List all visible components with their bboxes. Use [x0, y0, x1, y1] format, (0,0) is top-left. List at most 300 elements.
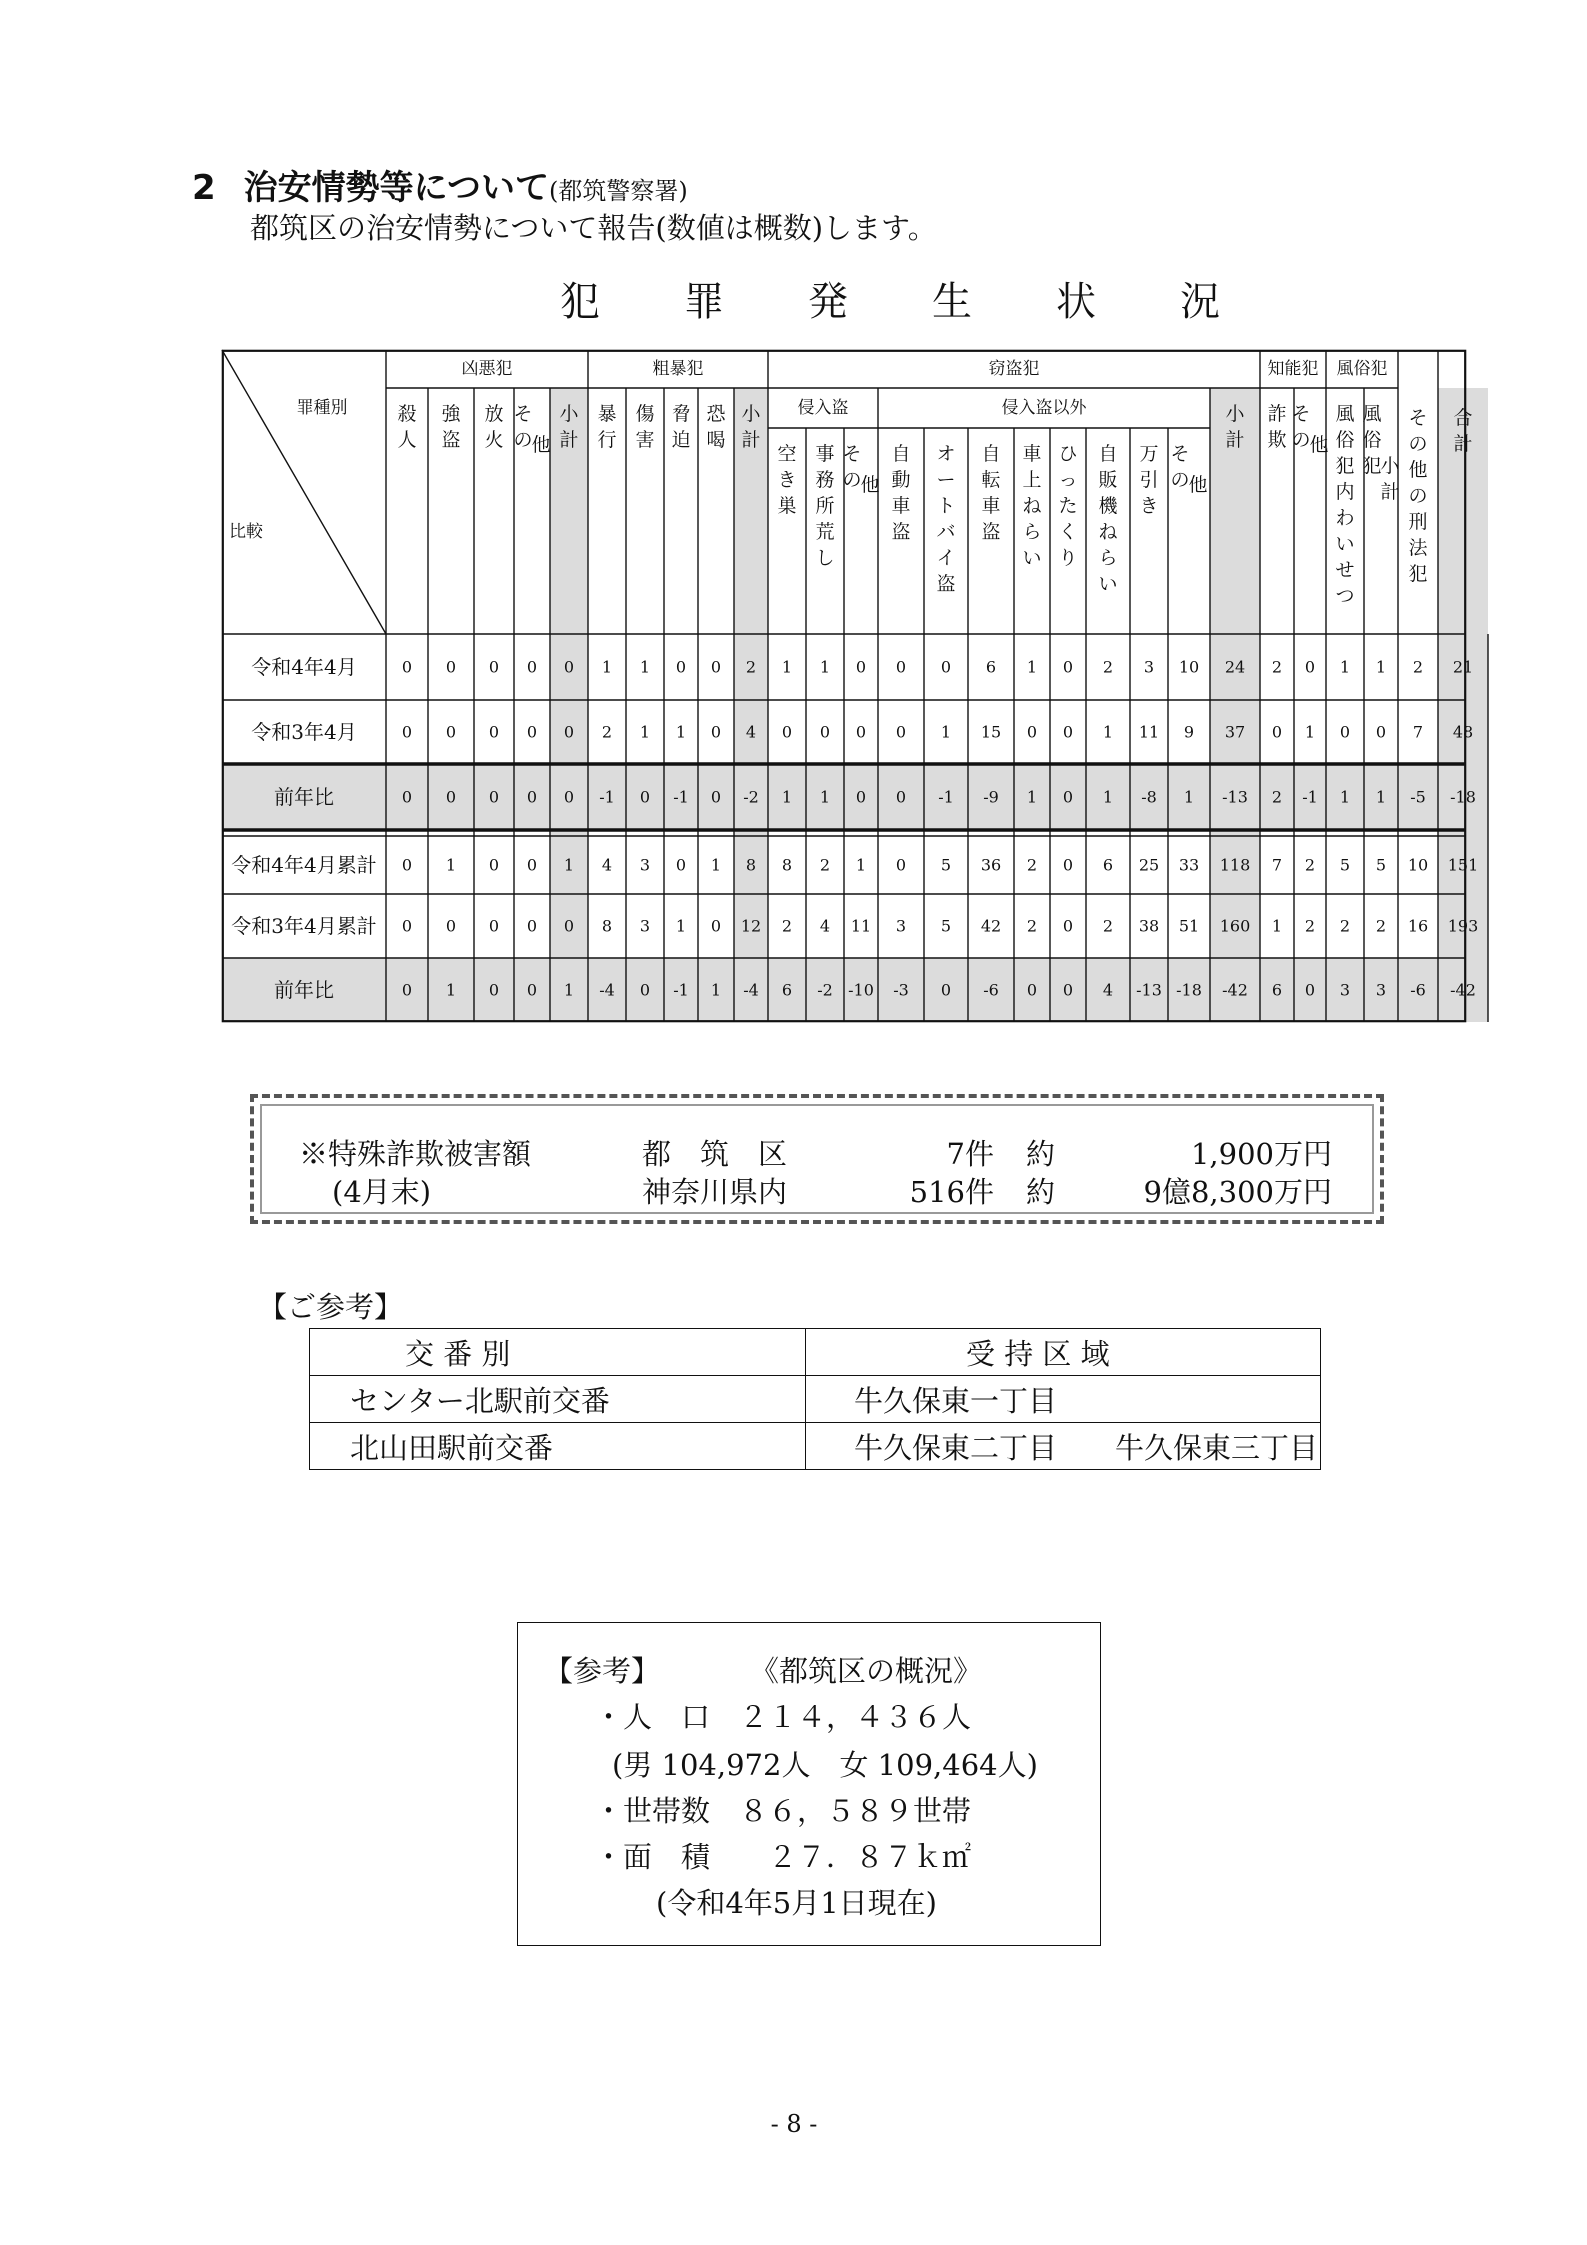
column-header: 計 — [1225, 429, 1245, 451]
fraud-count: 7件 — [946, 1137, 994, 1171]
cell-value: 1 — [710, 855, 722, 875]
fraud-approx: 約 — [1026, 1175, 1056, 1209]
column-header: 風 — [1335, 403, 1355, 425]
cell-value: 0 — [940, 980, 952, 1000]
cell-value: -5 — [1410, 787, 1426, 807]
cell-value: 0 — [1271, 722, 1283, 742]
cell-value: 193 — [1447, 916, 1479, 936]
column-header: 強 — [441, 403, 461, 425]
column-header: 車 — [981, 495, 1001, 517]
column-header: せ — [1335, 559, 1355, 581]
fraud-area: 神奈川県内 — [642, 1175, 788, 1209]
column-header: ら — [1022, 521, 1042, 543]
column-header: っ — [1058, 469, 1078, 491]
cell-value: -3 — [893, 980, 909, 1000]
cell-value: 0 — [401, 855, 413, 875]
cell-value: 48 — [1452, 722, 1474, 742]
column-header: 小 — [1380, 455, 1400, 477]
cell-value: 1 — [1375, 787, 1387, 807]
column-header: ー — [936, 469, 956, 491]
cell-value: 8 — [745, 855, 757, 875]
fraud-count: 516件 — [909, 1175, 994, 1209]
cell-value: 11 — [850, 916, 872, 936]
cell-value: -18 — [1450, 787, 1476, 807]
fraud-approx: 約 — [1026, 1137, 1056, 1171]
overview-as-of: (令和4年5月1日現在) — [656, 1886, 937, 1920]
cell-value: 1 — [1271, 916, 1283, 936]
cell-value: 1 — [1026, 657, 1038, 677]
column-header: わ — [1335, 507, 1355, 529]
column-header: 犯 — [1335, 455, 1355, 477]
column-header: 脅 — [671, 403, 691, 425]
title-char: 況 — [1180, 279, 1220, 325]
cell-value: -9 — [983, 787, 999, 807]
cell-value: 0 — [1375, 722, 1387, 742]
cell-value: 1 — [1304, 722, 1316, 742]
cell-value: 0 — [710, 722, 722, 742]
cell-value: -42 — [1450, 980, 1476, 1000]
row-label: 令和3年4月累計 — [231, 914, 377, 938]
cell-value: 1 — [445, 980, 457, 1000]
column-header: き — [1139, 495, 1159, 517]
row-label: 前年比 — [274, 785, 334, 809]
cell-value: 33 — [1178, 855, 1200, 875]
column-header: 引 — [1139, 469, 1159, 491]
cell-value: 10 — [1407, 855, 1429, 875]
koban-table — [309, 1328, 1321, 1470]
column-header: 他 — [1309, 434, 1329, 457]
cell-value: 0 — [488, 787, 500, 807]
column-header: 万 — [1139, 443, 1159, 465]
section-number: 2 — [192, 168, 216, 208]
page-number: - 8 - — [770, 2110, 818, 2138]
cell-value: 2 — [1339, 916, 1351, 936]
cell-value: 2 — [1304, 855, 1316, 875]
cell-value: 0 — [855, 787, 867, 807]
column-header: 荒 — [815, 521, 835, 543]
column-header: つ — [1335, 585, 1355, 607]
row-label: 前年比 — [274, 978, 334, 1002]
column-header: オ — [936, 443, 956, 465]
column-header: 動 — [891, 469, 911, 491]
cell-value: 0 — [1304, 980, 1316, 1000]
column-header: ね — [1022, 495, 1042, 517]
section-source: (都筑警察署) — [549, 177, 688, 205]
column-header: 迫 — [671, 429, 691, 451]
cell-value: 0 — [488, 657, 500, 677]
column-header: ら — [1098, 547, 1118, 569]
cell-value: -4 — [599, 980, 615, 1000]
cell-value: -13 — [1222, 787, 1248, 807]
intro-text: 都筑区の治安情勢について報告(数値は概数)します。 — [250, 211, 937, 245]
cell-value: 0 — [1062, 855, 1074, 875]
column-header: 恐 — [706, 403, 726, 425]
column-header: 計 — [1380, 481, 1400, 503]
cell-value: 1 — [1102, 722, 1114, 742]
cell-value: 16 — [1407, 916, 1429, 936]
title-char: 罪 — [684, 279, 724, 325]
cell-value: 1 — [855, 855, 867, 875]
cell-value: 6 — [985, 657, 997, 677]
column-header: 犯 — [1362, 455, 1382, 477]
cell-value: 0 — [710, 916, 722, 936]
cell-value: 0 — [675, 657, 687, 677]
cell-value: 2 — [1271, 657, 1283, 677]
cell-value: 0 — [445, 916, 457, 936]
subgroup-header: 侵入盗以外 — [1001, 398, 1087, 418]
cell-value: 24 — [1224, 657, 1246, 677]
column-header: 小 — [741, 403, 761, 425]
cell-value: 0 — [639, 980, 651, 1000]
cell-value: 0 — [895, 722, 907, 742]
column-header: 計 — [1453, 433, 1473, 455]
column-header: 暴 — [597, 403, 617, 425]
cell-value: 0 — [445, 722, 457, 742]
cell-value: 5 — [1375, 855, 1387, 875]
cell-value: 1 — [1339, 657, 1351, 677]
cell-value: 0 — [445, 787, 457, 807]
column-header: 車 — [1022, 443, 1042, 465]
column-header: 火 — [484, 429, 504, 451]
column-header: の — [1408, 433, 1428, 455]
column-header: そ — [1408, 407, 1428, 429]
column-header: 刑 — [1408, 511, 1428, 533]
cell-value: 1 — [1026, 787, 1038, 807]
cell-value: 2 — [1375, 916, 1387, 936]
cell-value: 0 — [1062, 722, 1074, 742]
cell-value: 25 — [1138, 855, 1160, 875]
cell-value: 2 — [781, 916, 793, 936]
column-header: 車 — [891, 495, 911, 517]
cell-value: -42 — [1222, 980, 1248, 1000]
cell-value: 3 — [639, 855, 651, 875]
cell-value: 21 — [1452, 657, 1474, 677]
column-header: の — [513, 429, 533, 451]
koban-areas: 牛久保東二丁目 牛久保東三丁目 — [806, 1423, 1321, 1470]
cell-value: 0 — [563, 722, 575, 742]
row-label: 令和3年4月 — [251, 720, 357, 744]
row-label: 令和4年4月 — [251, 655, 357, 679]
column-header: 合 — [1453, 407, 1473, 429]
column-header: 傷 — [635, 403, 655, 425]
column-header: 自 — [1098, 443, 1118, 465]
overview-population: ・人 口 ２１４，４３６人 — [594, 1700, 972, 1734]
grid-line — [222, 350, 386, 634]
cell-value: 5 — [940, 855, 952, 875]
cell-value: 0 — [526, 855, 538, 875]
column-header: 盗 — [441, 429, 461, 451]
column-header: 機 — [1098, 495, 1118, 517]
cell-value: 3 — [1375, 980, 1387, 1000]
cell-value: -6 — [1410, 980, 1426, 1000]
cell-value: 0 — [819, 722, 831, 742]
column-header: 俗 — [1335, 429, 1355, 451]
cell-value: 2 — [1026, 855, 1038, 875]
cell-value: 6 — [1102, 855, 1114, 875]
cell-value: 0 — [895, 657, 907, 677]
cell-value: 10 — [1178, 657, 1200, 677]
column-header: の — [1170, 469, 1190, 491]
koban-areas: 牛久保東一丁目 — [806, 1376, 1321, 1423]
cell-value: 0 — [675, 855, 687, 875]
group-header: 凶悪犯 — [461, 359, 513, 379]
column-header: し — [815, 547, 835, 569]
title-char: 状 — [1056, 279, 1096, 325]
ward-overview-box — [517, 1622, 1101, 1946]
table-row — [310, 1423, 1321, 1470]
cell-value: 2 — [601, 722, 613, 742]
cell-value: 11 — [1138, 722, 1160, 742]
cell-value: -18 — [1176, 980, 1202, 1000]
column-header: の — [842, 469, 862, 491]
column-header: 所 — [815, 495, 835, 517]
column-header: 他 — [1408, 459, 1428, 481]
cell-value: 0 — [526, 787, 538, 807]
column-header: 転 — [981, 469, 1001, 491]
cell-value: 12 — [740, 916, 762, 936]
cell-value: -10 — [848, 980, 874, 1000]
cell-value: 4 — [819, 916, 831, 936]
column-header: 喝 — [706, 429, 726, 451]
cell-value: 160 — [1219, 916, 1251, 936]
cell-value: 2 — [1102, 657, 1114, 677]
group-header: 知能犯 — [1267, 359, 1319, 379]
cell-value: 0 — [1062, 787, 1074, 807]
column-header: 害 — [635, 429, 655, 451]
cell-value: 2 — [1271, 787, 1283, 807]
cell-value: 37 — [1224, 722, 1246, 742]
cell-value: 1 — [940, 722, 952, 742]
cell-value: 51 — [1178, 916, 1200, 936]
cell-value: 0 — [563, 657, 575, 677]
cell-value: -4 — [743, 980, 759, 1000]
cell-value: 8 — [601, 916, 613, 936]
koban-header: 交 番 別 — [310, 1329, 806, 1376]
cell-value: 1 — [563, 855, 575, 875]
column-header: き — [777, 469, 797, 491]
cell-value: 6 — [781, 980, 793, 1000]
cell-value: -1 — [599, 787, 615, 807]
cell-value: 1 — [781, 657, 793, 677]
cell-value: 0 — [526, 657, 538, 677]
cell-value: 1 — [781, 787, 793, 807]
reference-heading: 【ご参考】 — [258, 1290, 404, 1324]
column-header: そ — [1291, 403, 1311, 425]
cell-value: 7 — [1271, 855, 1283, 875]
corner-label: 罪種別 — [296, 398, 348, 418]
cell-value: 9 — [1183, 722, 1195, 742]
cell-value: 2 — [1304, 916, 1316, 936]
column-header: ね — [1098, 521, 1118, 543]
column-header: イ — [936, 547, 956, 569]
cell-value: 0 — [401, 916, 413, 936]
overview-heading: 【参考】 — [544, 1654, 661, 1688]
column-header: 欺 — [1267, 429, 1287, 451]
cell-value: -6 — [983, 980, 999, 1000]
cell-value: 1 — [1375, 657, 1387, 677]
column-header: 盗 — [891, 521, 911, 543]
cell-value: 0 — [940, 657, 952, 677]
cell-value: 0 — [526, 722, 538, 742]
cell-value: 5 — [1339, 855, 1351, 875]
cell-value: 42 — [980, 916, 1002, 936]
cell-value: 3 — [1339, 980, 1351, 1000]
column-header: 上 — [1022, 469, 1042, 491]
cell-value: 1 — [819, 657, 831, 677]
column-header: 盗 — [936, 573, 956, 595]
section-title: 治安情勢等について — [243, 168, 549, 208]
column-header: 計 — [741, 429, 761, 451]
column-header: 空 — [777, 443, 797, 465]
column-header: そ — [513, 403, 533, 425]
overview-area: ・面 積 ２７．８７ｋ㎡ — [594, 1840, 972, 1874]
cell-value: 0 — [526, 980, 538, 1000]
column-header: の — [1408, 485, 1428, 507]
cell-value: 0 — [781, 722, 793, 742]
cell-value: 0 — [488, 855, 500, 875]
cell-value: 0 — [1062, 916, 1074, 936]
cell-value: 1 — [675, 916, 687, 936]
koban-header-row — [310, 1329, 1321, 1376]
cell-value: 2 — [819, 855, 831, 875]
cell-value: 1 — [601, 657, 613, 677]
column-header: 法 — [1408, 537, 1428, 559]
column-header: 内 — [1335, 481, 1355, 503]
cell-value: 8 — [781, 855, 793, 875]
cell-value: 0 — [639, 787, 651, 807]
cell-value: -1 — [938, 787, 954, 807]
cell-value: 0 — [1062, 980, 1074, 1000]
column-header: ひ — [1058, 443, 1078, 465]
cell-value: 1 — [445, 855, 457, 875]
title-char: 犯 — [560, 279, 600, 325]
column-header: 巣 — [777, 495, 797, 517]
cell-value: -2 — [743, 787, 759, 807]
cell-value: 7 — [1412, 722, 1424, 742]
cell-value: 1 — [639, 722, 651, 742]
cell-value: 0 — [526, 916, 538, 936]
cell-value: 1 — [675, 722, 687, 742]
overview-gender: (男 104,972人 女 109,464人) — [612, 1748, 1038, 1782]
cell-value: 1 — [710, 980, 722, 1000]
cell-value: 0 — [895, 787, 907, 807]
column-header: の — [1291, 429, 1311, 451]
column-header: い — [1335, 533, 1355, 555]
cell-value: 2 — [1102, 916, 1114, 936]
column-header: く — [1058, 521, 1078, 543]
cell-value: 0 — [445, 657, 457, 677]
table-row — [310, 1376, 1321, 1423]
cell-value: 3 — [1143, 657, 1155, 677]
cell-value: 0 — [401, 787, 413, 807]
cell-value: 1 — [1102, 787, 1114, 807]
cell-value: 1 — [1183, 787, 1195, 807]
cell-value: -1 — [673, 980, 689, 1000]
column-header: 他 — [531, 434, 551, 457]
group-header: 風俗犯 — [1336, 359, 1388, 379]
column-header: 他 — [860, 474, 880, 497]
cell-value: 0 — [1026, 722, 1038, 742]
cell-value: 4 — [601, 855, 613, 875]
column-header: 殺 — [397, 403, 417, 425]
cell-value: 0 — [401, 722, 413, 742]
column-header: り — [1058, 547, 1078, 569]
fraud-label: ※特殊詐欺被害額 — [299, 1137, 532, 1171]
column-header: 小 — [1225, 403, 1245, 425]
cell-value: 2 — [1412, 657, 1424, 677]
cell-value: 38 — [1138, 916, 1160, 936]
column-header: 犯 — [1408, 563, 1428, 585]
fraud-area: 都 筑 区 — [642, 1137, 788, 1171]
cell-value: 0 — [563, 787, 575, 807]
cell-value: 36 — [980, 855, 1002, 875]
group-header: 窃盗犯 — [988, 359, 1040, 379]
column-header: バ — [936, 521, 956, 543]
overview-households: ・世帯数 ８６，５８９世帯 — [594, 1794, 972, 1828]
cell-value: 4 — [1102, 980, 1114, 1000]
cell-value: -8 — [1141, 787, 1157, 807]
column-header: 事 — [815, 443, 835, 465]
overview-title: 《都筑区の概況》 — [750, 1654, 983, 1688]
cell-value: 4 — [745, 722, 757, 742]
cell-value: 151 — [1447, 855, 1479, 875]
column-header: 放 — [484, 403, 504, 425]
row-label: 令和4年4月累計 — [231, 853, 377, 877]
fraud-damage-box — [250, 1094, 1384, 1224]
cell-value: 2 — [1026, 916, 1038, 936]
cell-value: 2 — [745, 657, 757, 677]
cell-value: 1 — [639, 657, 651, 677]
cell-value: 1 — [1339, 787, 1351, 807]
fraud-amount: 1,900万円 — [1190, 1137, 1332, 1171]
column-header: い — [1098, 573, 1118, 595]
column-header: 販 — [1098, 469, 1118, 491]
cell-value: 5 — [940, 916, 952, 936]
column-header: ト — [936, 495, 956, 517]
subgroup-header: 侵入盗 — [797, 398, 849, 418]
cell-value: 3 — [895, 916, 907, 936]
section-heading — [192, 160, 688, 209]
cell-value: 0 — [488, 722, 500, 742]
title-char: 発 — [808, 279, 848, 325]
cell-value: 0 — [1339, 722, 1351, 742]
cell-value: 0 — [1026, 980, 1038, 1000]
column-header: 自 — [981, 443, 1001, 465]
fraud-period: (4月末) — [332, 1175, 432, 1209]
column-header: そ — [1170, 443, 1190, 465]
cell-value: 15 — [980, 722, 1002, 742]
cell-value: 6 — [1271, 980, 1283, 1000]
cell-value: 3 — [639, 916, 651, 936]
column-header: 自 — [891, 443, 911, 465]
cell-value: 0 — [401, 657, 413, 677]
cell-value: 0 — [1062, 657, 1074, 677]
column-header: た — [1058, 495, 1078, 517]
crime-table-title — [560, 270, 1220, 330]
cell-value: 0 — [710, 657, 722, 677]
koban-name: 北山田駅前交番 — [310, 1423, 806, 1470]
column-header: い — [1022, 547, 1042, 569]
cell-value: 1 — [563, 980, 575, 1000]
koban-name: センター北駅前交番 — [310, 1376, 806, 1423]
column-header: そ — [842, 443, 862, 465]
column-header: 他 — [1188, 474, 1208, 497]
column-header: 俗 — [1362, 429, 1382, 451]
cell-value: 0 — [563, 916, 575, 936]
cell-value: -13 — [1136, 980, 1162, 1000]
crime-table — [222, 350, 1479, 1022]
cell-value: 0 — [488, 980, 500, 1000]
